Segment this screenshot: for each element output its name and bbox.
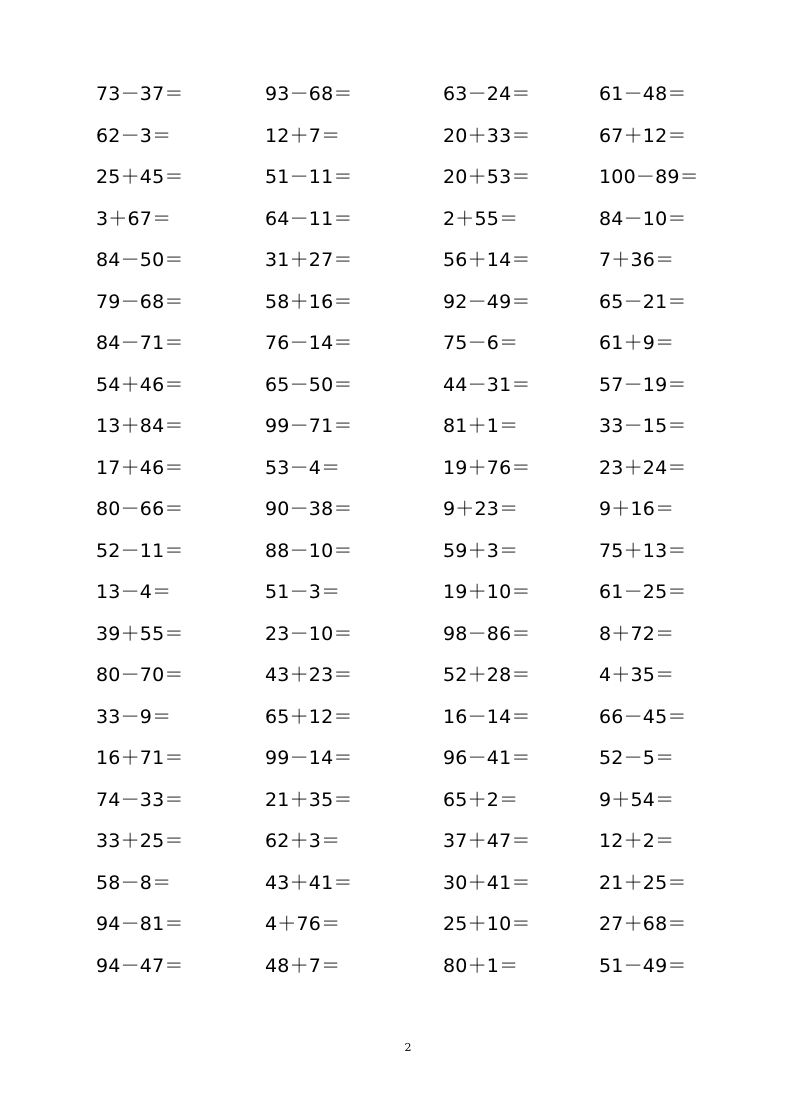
arithmetic-problem: 66－45＝ [599, 705, 687, 728]
arithmetic-problem: 12＋2＝ [599, 830, 675, 852]
arithmetic-problem: 93－68＝ [265, 83, 353, 105]
arithmetic-problem: 84－50＝ [96, 249, 184, 271]
arithmetic-problem: 51－11＝ [265, 166, 353, 188]
arithmetic-problem: 94－47＝ [96, 954, 184, 977]
arithmetic-problem: 73－37＝ [96, 83, 184, 105]
arithmetic-problem: 17＋46＝ [96, 456, 184, 479]
arithmetic-problem: 16＋71＝ [96, 747, 184, 769]
arithmetic-problem: 65＋12＝ [265, 705, 353, 728]
arithmetic-problem: 58－8＝ [96, 871, 172, 894]
arithmetic-problem: 80＋1＝ [443, 954, 519, 977]
arithmetic-problem: 96－41＝ [443, 747, 531, 769]
arithmetic-problem: 9＋16＝ [599, 498, 675, 520]
arithmetic-problem: 30＋41＝ [443, 871, 531, 894]
arithmetic-problem: 75＋13＝ [599, 539, 687, 562]
arithmetic-problem: 62＋3＝ [265, 830, 341, 852]
arithmetic-problem: 56＋14＝ [443, 249, 531, 271]
arithmetic-problem: 33－15＝ [599, 415, 687, 437]
arithmetic-problem: 76－14＝ [265, 332, 353, 354]
arithmetic-problem: 65＋2＝ [443, 788, 519, 811]
arithmetic-problem: 4＋35＝ [599, 664, 675, 686]
arithmetic-problem: 4＋76＝ [265, 913, 341, 935]
arithmetic-problem: 88－10＝ [265, 539, 353, 562]
arithmetic-problem: 48＋7＝ [265, 954, 341, 977]
arithmetic-problem: 65－21＝ [599, 290, 687, 313]
arithmetic-problem: 9＋23＝ [443, 498, 519, 520]
arithmetic-problem: 44－31＝ [443, 373, 531, 396]
arithmetic-problem: 81＋1＝ [443, 415, 519, 437]
arithmetic-problem: 75－6＝ [443, 332, 519, 354]
arithmetic-problem: 63－24＝ [443, 83, 531, 105]
arithmetic-problem: 8＋72＝ [599, 622, 675, 645]
arithmetic-problem: 43＋23＝ [265, 664, 353, 686]
arithmetic-problem: 19＋10＝ [443, 581, 531, 603]
arithmetic-problem: 21＋25＝ [599, 871, 687, 894]
arithmetic-problem: 25＋10＝ [443, 913, 531, 935]
arithmetic-problem: 12＋7＝ [265, 124, 341, 147]
arithmetic-problem: 61－48＝ [599, 83, 687, 105]
arithmetic-problem: 67＋12＝ [599, 124, 687, 147]
arithmetic-problem: 99－71＝ [265, 415, 353, 437]
arithmetic-problem: 64－11＝ [265, 207, 353, 230]
arithmetic-problem: 80－66＝ [96, 498, 184, 520]
arithmetic-problem: 23＋24＝ [599, 456, 687, 479]
arithmetic-problem: 79－68＝ [96, 290, 184, 313]
arithmetic-problem: 51－49＝ [599, 954, 687, 977]
arithmetic-problem: 2＋55＝ [443, 207, 519, 230]
arithmetic-problem: 58＋16＝ [265, 290, 353, 313]
arithmetic-problem: 54＋46＝ [96, 373, 184, 396]
arithmetic-problem: 84－10＝ [599, 207, 687, 230]
arithmetic-problem: 51－3＝ [265, 581, 341, 603]
arithmetic-problem: 16－14＝ [443, 705, 531, 728]
arithmetic-problem: 53－4＝ [265, 456, 341, 479]
arithmetic-problem: 80－70＝ [96, 664, 184, 686]
arithmetic-problem: 39＋55＝ [96, 622, 184, 645]
arithmetic-problem: 25＋45＝ [96, 166, 184, 188]
arithmetic-problem: 100－89＝ [599, 166, 699, 188]
arithmetic-problem: 52－5＝ [599, 747, 675, 769]
arithmetic-problem: 94－81＝ [96, 913, 184, 935]
arithmetic-problem: 7＋36＝ [599, 249, 675, 271]
arithmetic-problem: 13＋84＝ [96, 415, 184, 437]
arithmetic-problem: 92－49＝ [443, 290, 531, 313]
arithmetic-problem: 57－19＝ [599, 373, 687, 396]
arithmetic-problem: 99－14＝ [265, 747, 353, 769]
arithmetic-problem: 27＋68＝ [599, 913, 687, 935]
arithmetic-problem: 31＋27＝ [265, 249, 353, 271]
arithmetic-problem: 37＋47＝ [443, 830, 531, 852]
arithmetic-problem: 3＋67＝ [96, 207, 172, 230]
arithmetic-problem: 59＋3＝ [443, 539, 519, 562]
arithmetic-problem: 13－4＝ [96, 581, 172, 603]
arithmetic-problem: 33－9＝ [96, 705, 172, 728]
page-number: 2 [404, 1041, 412, 1054]
arithmetic-problem: 33＋25＝ [96, 830, 184, 852]
arithmetic-problem: 61－25＝ [599, 581, 687, 603]
arithmetic-problem: 74－33＝ [96, 788, 184, 811]
arithmetic-problem: 20＋33＝ [443, 124, 531, 147]
arithmetic-problem: 21＋35＝ [265, 788, 353, 811]
arithmetic-problem: 65－50＝ [265, 373, 353, 396]
arithmetic-problem: 98－86＝ [443, 622, 531, 645]
arithmetic-problem: 20＋53＝ [443, 166, 531, 188]
arithmetic-problem: 52－11＝ [96, 539, 184, 562]
arithmetic-problem: 9＋54＝ [599, 788, 675, 811]
arithmetic-problem: 90－38＝ [265, 498, 353, 520]
arithmetic-problem: 84－71＝ [96, 332, 184, 354]
arithmetic-problem: 62－3＝ [96, 124, 172, 147]
arithmetic-problem: 23－10＝ [265, 622, 353, 645]
arithmetic-problem: 61＋9＝ [599, 332, 675, 354]
arithmetic-problem: 43＋41＝ [265, 871, 353, 894]
arithmetic-problem: 19＋76＝ [443, 456, 531, 479]
arithmetic-problem: 52＋28＝ [443, 664, 531, 686]
